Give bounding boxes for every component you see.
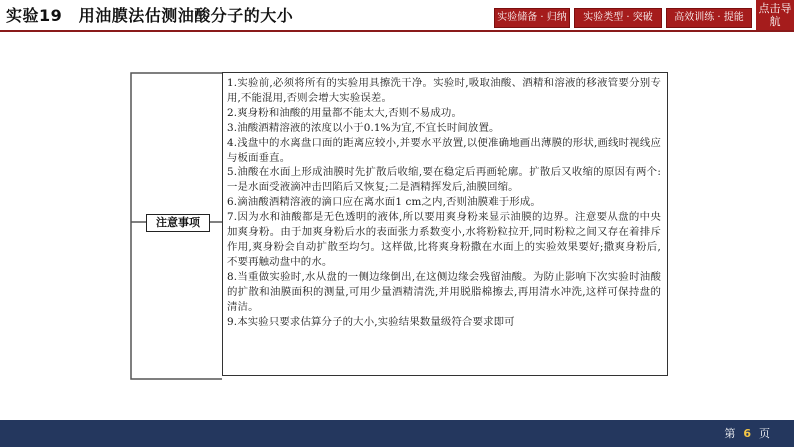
note-item-5: 5.油酸在水面上形成油膜时先扩散后收缩,要在稳定后再画轮廓。扩散后又收缩的原因有两个:一是水面受液滴冲击凹陷后又恢复;二是酒精挥发后,油膜回缩。 [227, 166, 661, 194]
notes-label: 注意事项 [146, 214, 210, 232]
page-indicator [724, 425, 770, 441]
nav-button-experiment-prep[interactable]: 实验储备 · 归纳 [494, 8, 570, 28]
header-bar [0, 0, 794, 32]
page-suffix: 页 [759, 427, 770, 440]
note-item-8: 8.当重做实验时,水从盘的一侧边缘倒出,在这侧边缘会残留油酸。为防止影响下次实验时油酸的扩散和油膜面积的测量,可用少量酒精清洗,并用脱脂棉擦去,再用清水冲洗,这样可保持盘的清洁。 [227, 270, 661, 313]
page-prefix: 第 [724, 427, 736, 440]
note-item-2: 2.爽身粉和油酸的用量都不能太大,否则不易成功。 [227, 106, 463, 119]
note-item-9: 9.本实验只要求估算分子的大小,实验结果数量级符合要求即可 [227, 315, 515, 328]
footer-bar [0, 420, 794, 447]
click-navigation-button[interactable]: 点击导航 [756, 0, 794, 30]
note-item-4: 4.浅盘中的水离盘口面的距离应较小,并要水平放置,以便准确地画出薄膜的形状,画线时视线应与板面垂直。 [227, 136, 661, 164]
nav-button-efficient-training[interactable]: 高效训练 · 提能 [666, 8, 752, 28]
page-number: 6 [743, 427, 751, 440]
slide-title: 实验19 用油膜法估测油酸分子的大小 [6, 6, 294, 25]
note-item-6: 6.滴油酸酒精溶液的滴口应在离水面1 cm之内,否则油膜难于形成。 [227, 196, 541, 209]
notes-content-box [222, 72, 668, 376]
note-item-3: 3.油酸酒精溶液的浓度以小于0.1%为宜,不宜长时间放置。 [227, 121, 500, 134]
nav-button-experiment-types[interactable]: 实验类型 · 突破 [574, 8, 662, 28]
note-item-7: 7.因为水和油酸都是无色透明的液体,所以要用爽身粉来显示油膜的边界。注意要从盘的中央加爽身粉。由于加爽身粉后水的表面张力系数变小,水将粉粒拉开,同时粉粒之间又存在着排斥作用,爽身粉会自动扩散至均匀。这样做,比将爽身粉撒在水面上的实验效果要好;撒爽身粉后,不要再触动盘中的水。 [227, 211, 661, 268]
note-item-1: 1.实验前,必须将所有的实验用具擦洗干净。实验时,吸取油酸、酒精和溶液的移液管要分别专用,不能混用,否则会增大实验误差。 [227, 77, 661, 104]
